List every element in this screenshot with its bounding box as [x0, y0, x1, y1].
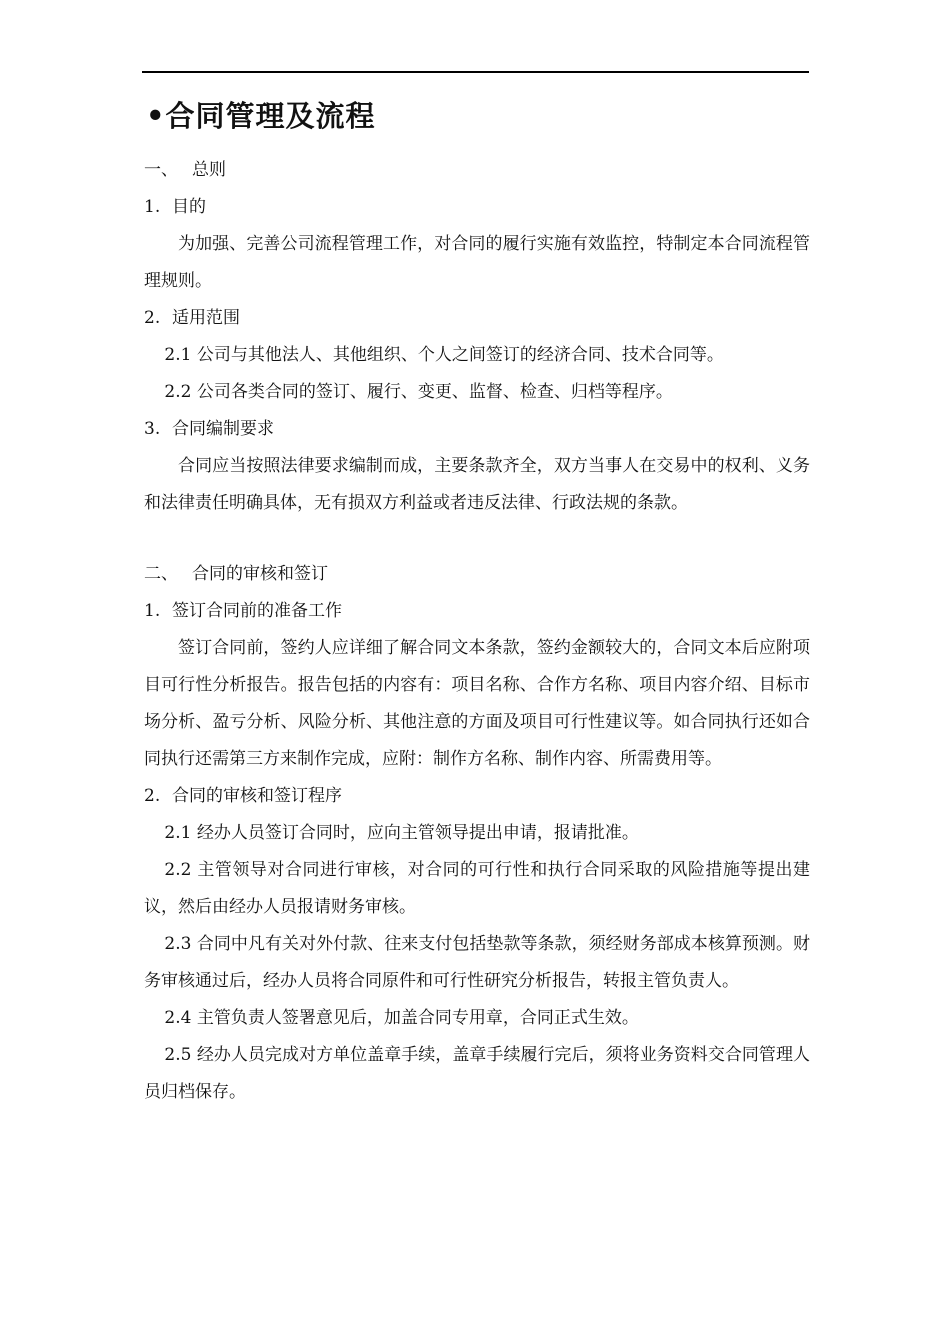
item-2-2-heading: 2. 合同的审核和签订程序: [144, 786, 342, 806]
document-title: •合同管理及流程: [146, 99, 376, 133]
item-2-2-2-clause: 2.2 主管领导对合同进行审核，对合同的可行性和执行合同采取的风险措施等提出建议，然后由经办人员报请财务审核。: [144, 860, 810, 917]
item-1-2-2-clause: 2.2 公司各类合同的签订、履行、变更、监督、检查、归档等程序。: [164, 382, 673, 402]
item-1-3-heading: 3. 合同编制要求: [144, 419, 274, 439]
item-1-1-heading: 1. 目的: [144, 197, 206, 217]
section-spacer: [144, 522, 810, 539]
section-spacer: [144, 539, 810, 556]
item-1-2-heading: 2. 适用范围: [144, 308, 240, 328]
item-2-2-5-clause: 2.5 经办人员完成对方单位盖章手续，盖章手续履行完后，须将业务资料交合同管理人员归档保存。: [144, 1045, 810, 1102]
item-2-2-3-clause: 2.3 合同中凡有关对外付款、往来支付包括垫款等条款，须经财务部成本核算预测。财务审核通过后，经办人员将合同原件和可行性研究分析报告，转报主管负责人。: [144, 934, 810, 991]
section-2-heading: 二、 合同的审核和签订: [144, 564, 328, 584]
item-1-3-paragraph: 合同应当按照法律要求编制而成，主要条款齐全，双方当事人在交易中的权利、义务和法律责任明确具体，无有损双方利益或者违反法律、行政法规的条款。: [144, 456, 810, 513]
item-1-1-paragraph: 为加强、完善公司流程管理工作，对合同的履行实施有效监控，特制定本合同流程管理规则。: [144, 234, 810, 291]
item-2-1-paragraph: 签订合同前，签约人应详细了解合同文本条款，签约金额较大的，合同文本后应附项目可行性分析报告。报告包括的内容有：项目名称、合作方名称、项目内容介绍、目标市场分析、盈亏分析、风险分析、其他注意的方面及项目可行性建议等。如合同执行还如合同执行还需第三方来制作完成，应附：制作方名称、制作内容、所需费用等。: [144, 638, 810, 769]
item-2-2-4-clause: 2.4 主管负责人签署意见后，加盖合同专用章，合同正式生效。: [164, 1008, 639, 1028]
header-rule: [142, 71, 809, 73]
item-1-2-1-clause: 2.1 公司与其他法人、其他组织、个人之间签订的经济合同、技术合同等。: [164, 345, 724, 365]
document-body: [144, 152, 810, 1111]
item-2-2-1-clause: 2.1 经办人员签订合同时，应向主管领导提出申请，报请批准。: [164, 823, 639, 843]
item-2-1-heading: 1. 签订合同前的准备工作: [144, 601, 342, 621]
section-1-heading: 一、 总则: [144, 160, 226, 180]
